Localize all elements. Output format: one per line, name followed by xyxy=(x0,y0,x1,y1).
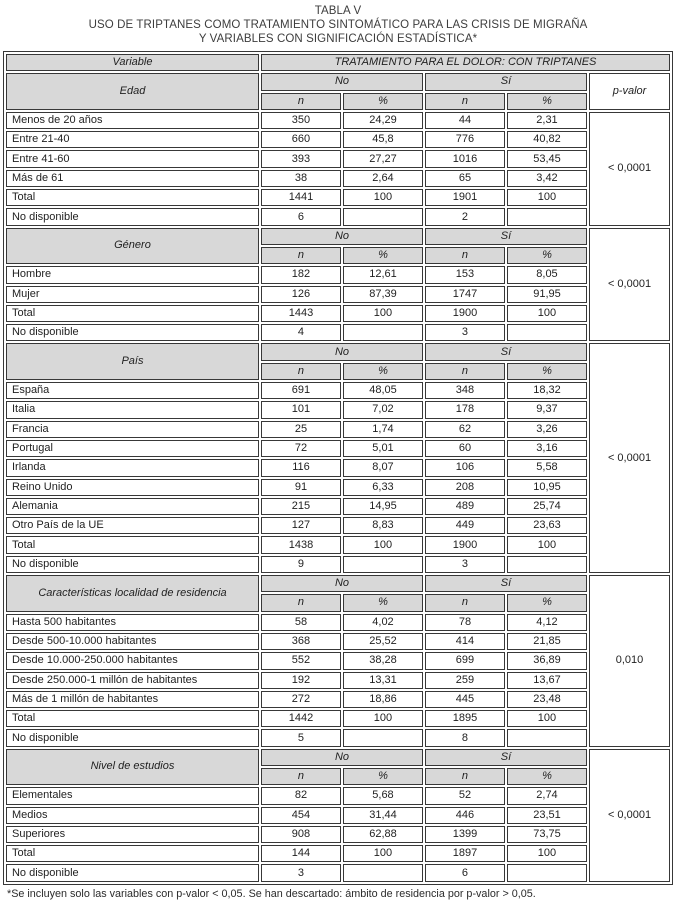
value-cell: 40,82 xyxy=(507,131,587,148)
row-label-cell: Alemania xyxy=(6,498,259,515)
data-row xyxy=(6,691,670,708)
value-cell xyxy=(343,324,423,341)
value-cell: 126 xyxy=(261,286,341,303)
data-row xyxy=(6,614,670,631)
row-label-cell: No disponible xyxy=(6,864,259,881)
col-header-n: n xyxy=(425,363,505,380)
value-cell: 106 xyxy=(425,459,505,476)
value-cell xyxy=(507,729,587,746)
value-cell: 9,37 xyxy=(507,401,587,418)
row-label-cell: Desde 500-10.000 habitantes xyxy=(6,633,259,650)
value-cell xyxy=(507,864,587,881)
variable-header-cell: Variable xyxy=(6,54,259,71)
data-row xyxy=(6,421,670,438)
value-cell: 100 xyxy=(507,189,587,206)
row-label-cell: Francia xyxy=(6,421,259,438)
value-cell: 5,01 xyxy=(343,440,423,457)
value-cell: 1901 xyxy=(425,189,505,206)
col-header-si: Sí xyxy=(425,575,587,592)
value-cell: 1900 xyxy=(425,305,505,322)
data-row xyxy=(6,382,670,399)
value-cell: 13,67 xyxy=(507,672,587,689)
treatment-header-cell: TRATAMIENTO PARA EL DOLOR: CON TRIPTANES xyxy=(261,54,670,71)
value-cell: 3,26 xyxy=(507,421,587,438)
value-cell: 87,39 xyxy=(343,286,423,303)
value-cell: 23,63 xyxy=(507,517,587,534)
col-header-n: n xyxy=(261,768,341,785)
value-cell: 100 xyxy=(343,305,423,322)
col-header-pct: % xyxy=(343,93,423,110)
col-header-si: Sí xyxy=(425,73,587,90)
pvalue-cell: < 0,0001 xyxy=(589,749,670,882)
value-cell: 3,42 xyxy=(507,170,587,187)
value-cell: 368 xyxy=(261,633,341,650)
value-cell: 4,02 xyxy=(343,614,423,631)
value-cell: 1016 xyxy=(425,150,505,167)
col-header-n: n xyxy=(261,93,341,110)
row-label-cell: Total xyxy=(6,305,259,322)
value-cell: 12,61 xyxy=(343,266,423,283)
row-label-cell: Italia xyxy=(6,401,259,418)
data-row xyxy=(6,864,670,881)
value-cell: 10,95 xyxy=(507,479,587,496)
value-cell: 82 xyxy=(261,787,341,804)
value-cell xyxy=(343,729,423,746)
section-title-cell: País xyxy=(6,343,259,380)
value-cell: 348 xyxy=(425,382,505,399)
row-label-cell: Irlanda xyxy=(6,459,259,476)
col-header-n: n xyxy=(425,93,505,110)
table-title-number: TABLA V xyxy=(314,5,362,17)
value-cell: 908 xyxy=(261,826,341,843)
data-row xyxy=(6,845,670,862)
value-cell: 23,51 xyxy=(507,807,587,824)
value-cell: 24,29 xyxy=(343,112,423,129)
row-label-cell: Total xyxy=(6,845,259,862)
value-cell xyxy=(507,556,587,573)
value-cell: 1747 xyxy=(425,286,505,303)
data-row xyxy=(6,633,670,650)
row-label-cell: No disponible xyxy=(6,208,259,225)
col-header-pct: % xyxy=(507,363,587,380)
data-row xyxy=(6,131,670,148)
value-cell: 776 xyxy=(425,131,505,148)
section-title-cell: Género xyxy=(6,228,259,265)
value-cell: 1442 xyxy=(261,710,341,727)
col-header-pct: % xyxy=(343,768,423,785)
col-header-n: n xyxy=(261,363,341,380)
value-cell: 21,85 xyxy=(507,633,587,650)
col-header-n: n xyxy=(425,594,505,611)
value-cell: 215 xyxy=(261,498,341,515)
value-cell: 1,74 xyxy=(343,421,423,438)
section-header-row xyxy=(6,749,670,766)
value-cell: 691 xyxy=(261,382,341,399)
row-label-cell: Desde 10.000-250.000 habitantes xyxy=(6,652,259,669)
col-header-n: n xyxy=(425,768,505,785)
value-cell: 1443 xyxy=(261,305,341,322)
pvalue-cell: 0,010 xyxy=(589,575,670,747)
value-cell: 178 xyxy=(425,401,505,418)
value-cell: 5,68 xyxy=(343,787,423,804)
value-cell: 48,05 xyxy=(343,382,423,399)
row-label-cell: Total xyxy=(6,189,259,206)
value-cell: 445 xyxy=(425,691,505,708)
value-cell: 100 xyxy=(507,845,587,862)
table-body xyxy=(6,54,670,882)
data-row xyxy=(6,807,670,824)
value-cell: 1895 xyxy=(425,710,505,727)
value-cell: 38,28 xyxy=(343,652,423,669)
value-cell: 91,95 xyxy=(507,286,587,303)
table-title-line2: USO DE TRIPTANES COMO TRATAMIENTO SINTOMÁTICO PARA LAS CRISIS DE MIGRAÑA xyxy=(88,19,588,31)
col-header-no: No xyxy=(261,575,423,592)
value-cell: 100 xyxy=(343,710,423,727)
row-label-cell: Entre 41-60 xyxy=(6,150,259,167)
value-cell: 414 xyxy=(425,633,505,650)
row-label-cell: Medios xyxy=(6,807,259,824)
data-row xyxy=(6,324,670,341)
data-row xyxy=(6,189,670,206)
col-header-si: Sí xyxy=(425,228,587,245)
value-cell: 27,27 xyxy=(343,150,423,167)
row-label-cell: Desde 250.000-1 millón de habitantes xyxy=(6,672,259,689)
row-label-cell: No disponible xyxy=(6,556,259,573)
value-cell: 3,16 xyxy=(507,440,587,457)
value-cell: 272 xyxy=(261,691,341,708)
value-cell: 62 xyxy=(425,421,505,438)
row-label-cell: Elementales xyxy=(6,787,259,804)
pvalue-cell: < 0,0001 xyxy=(589,343,670,573)
value-cell: 65 xyxy=(425,170,505,187)
value-cell: 100 xyxy=(343,189,423,206)
data-row xyxy=(6,729,670,746)
value-cell: 100 xyxy=(507,710,587,727)
value-cell: 6,33 xyxy=(343,479,423,496)
col-header-pct: % xyxy=(343,594,423,611)
data-row xyxy=(6,536,670,553)
data-row xyxy=(6,459,670,476)
value-cell: 13,31 xyxy=(343,672,423,689)
table-title-line3: Y VARIABLES CON SIGNIFICACIÓN ESTADÍSTICA* xyxy=(198,33,478,45)
section-header-row xyxy=(6,73,670,90)
row-label-cell: Total xyxy=(6,710,259,727)
col-header-pct: % xyxy=(343,247,423,264)
row-label-cell: Total xyxy=(6,536,259,553)
value-cell: 699 xyxy=(425,652,505,669)
value-cell: 78 xyxy=(425,614,505,631)
value-cell: 9 xyxy=(261,556,341,573)
col-header-pct: % xyxy=(507,594,587,611)
value-cell: 660 xyxy=(261,131,341,148)
value-cell: 45,8 xyxy=(343,131,423,148)
value-cell: 44 xyxy=(425,112,505,129)
pvalue-cell: < 0,0001 xyxy=(589,228,670,342)
data-row xyxy=(6,305,670,322)
data-row xyxy=(6,498,670,515)
row-label-cell: Menos de 20 años xyxy=(6,112,259,129)
value-cell: 127 xyxy=(261,517,341,534)
pvalue-cell: < 0,0001 xyxy=(589,112,670,226)
value-cell: 446 xyxy=(425,807,505,824)
value-cell xyxy=(507,324,587,341)
row-label-cell: Otro País de la UE xyxy=(6,517,259,534)
col-header-no: No xyxy=(261,228,423,245)
table-footnote: *Se incluyen solo las variables con p-valor < 0,05. Se han descartado: ámbito de residencia por p-valor > 0,05. xyxy=(7,887,536,900)
value-cell: 25,52 xyxy=(343,633,423,650)
col-header-no: No xyxy=(261,73,423,90)
value-cell: 489 xyxy=(425,498,505,515)
row-label-cell: Más de 1 millón de habitantes xyxy=(6,691,259,708)
value-cell: 73,75 xyxy=(507,826,587,843)
data-row xyxy=(6,517,670,534)
value-cell: 1897 xyxy=(425,845,505,862)
section-title-cell: Nivel de estudios xyxy=(6,749,259,786)
value-cell: 1900 xyxy=(425,536,505,553)
value-cell: 6 xyxy=(425,864,505,881)
col-header-n: n xyxy=(261,247,341,264)
data-row xyxy=(6,170,670,187)
row-label-cell: No disponible xyxy=(6,729,259,746)
row-label-cell: No disponible xyxy=(6,324,259,341)
value-cell: 552 xyxy=(261,652,341,669)
value-cell: 23,48 xyxy=(507,691,587,708)
value-cell: 5 xyxy=(261,729,341,746)
data-row xyxy=(6,672,670,689)
value-cell: 192 xyxy=(261,672,341,689)
section-title-cell: Características localidad de residencia xyxy=(6,575,259,612)
section-title-cell: Edad xyxy=(6,73,259,110)
col-header-pct: % xyxy=(507,768,587,785)
data-row xyxy=(6,112,670,129)
value-cell: 72 xyxy=(261,440,341,457)
value-cell: 3 xyxy=(425,556,505,573)
col-header-no: No xyxy=(261,749,423,766)
value-cell: 116 xyxy=(261,459,341,476)
row-label-cell: Reino Unido xyxy=(6,479,259,496)
value-cell: 2 xyxy=(425,208,505,225)
value-cell: 18,86 xyxy=(343,691,423,708)
value-cell: 36,89 xyxy=(507,652,587,669)
col-header-si: Sí xyxy=(425,343,587,360)
value-cell: 393 xyxy=(261,150,341,167)
value-cell: 58 xyxy=(261,614,341,631)
value-cell: 4 xyxy=(261,324,341,341)
value-cell: 8,83 xyxy=(343,517,423,534)
value-cell: 60 xyxy=(425,440,505,457)
value-cell xyxy=(343,208,423,225)
value-cell: 38 xyxy=(261,170,341,187)
section-header-row xyxy=(6,228,670,245)
value-cell: 8 xyxy=(425,729,505,746)
results-table xyxy=(3,51,673,885)
data-row xyxy=(6,787,670,804)
data-row xyxy=(6,652,670,669)
value-cell: 5,58 xyxy=(507,459,587,476)
value-cell xyxy=(343,864,423,881)
section-header-row xyxy=(6,343,670,360)
value-cell: 4,12 xyxy=(507,614,587,631)
data-row xyxy=(6,208,670,225)
data-row xyxy=(6,826,670,843)
value-cell: 100 xyxy=(507,305,587,322)
value-cell: 1441 xyxy=(261,189,341,206)
col-header-si: Sí xyxy=(425,749,587,766)
value-cell: 14,95 xyxy=(343,498,423,515)
value-cell: 208 xyxy=(425,479,505,496)
col-header-n: n xyxy=(425,247,505,264)
value-cell: 1438 xyxy=(261,536,341,553)
value-cell: 3 xyxy=(425,324,505,341)
row-label-cell: Hasta 500 habitantes xyxy=(6,614,259,631)
pvalue-header-cell: p-valor xyxy=(589,73,670,110)
value-cell: 2,64 xyxy=(343,170,423,187)
col-header-n: n xyxy=(261,594,341,611)
value-cell: 144 xyxy=(261,845,341,862)
value-cell: 153 xyxy=(425,266,505,283)
value-cell: 100 xyxy=(507,536,587,553)
data-row xyxy=(6,479,670,496)
value-cell: 449 xyxy=(425,517,505,534)
value-cell: 62,88 xyxy=(343,826,423,843)
value-cell: 18,32 xyxy=(507,382,587,399)
value-cell: 3 xyxy=(261,864,341,881)
value-cell: 53,45 xyxy=(507,150,587,167)
section-header-row xyxy=(6,575,670,592)
value-cell: 350 xyxy=(261,112,341,129)
value-cell: 2,74 xyxy=(507,787,587,804)
row-label-cell: Entre 21-40 xyxy=(6,131,259,148)
data-row xyxy=(6,556,670,573)
value-cell xyxy=(343,556,423,573)
row-label-cell: Hombre xyxy=(6,266,259,283)
top-header-row xyxy=(6,54,670,71)
data-row xyxy=(6,286,670,303)
row-label-cell: Más de 61 xyxy=(6,170,259,187)
data-row xyxy=(6,401,670,418)
col-header-pct: % xyxy=(343,363,423,380)
value-cell: 100 xyxy=(343,845,423,862)
data-row xyxy=(6,266,670,283)
value-cell: 7,02 xyxy=(343,401,423,418)
value-cell: 8,05 xyxy=(507,266,587,283)
value-cell: 6 xyxy=(261,208,341,225)
value-cell: 182 xyxy=(261,266,341,283)
value-cell: 52 xyxy=(425,787,505,804)
row-label-cell: España xyxy=(6,382,259,399)
value-cell: 100 xyxy=(343,536,423,553)
value-cell: 91 xyxy=(261,479,341,496)
value-cell: 25,74 xyxy=(507,498,587,515)
value-cell: 25 xyxy=(261,421,341,438)
data-row xyxy=(6,150,670,167)
value-cell: 1399 xyxy=(425,826,505,843)
row-label-cell: Superiores xyxy=(6,826,259,843)
data-row xyxy=(6,710,670,727)
value-cell xyxy=(507,208,587,225)
col-header-pct: % xyxy=(507,247,587,264)
value-cell: 31,44 xyxy=(343,807,423,824)
col-header-no: No xyxy=(261,343,423,360)
value-cell: 8,07 xyxy=(343,459,423,476)
value-cell: 101 xyxy=(261,401,341,418)
table-title xyxy=(0,0,676,51)
value-cell: 2,31 xyxy=(507,112,587,129)
row-label-cell: Mujer xyxy=(6,286,259,303)
data-row xyxy=(6,440,670,457)
col-header-pct: % xyxy=(507,93,587,110)
row-label-cell: Portugal xyxy=(6,440,259,457)
value-cell: 259 xyxy=(425,672,505,689)
value-cell: 454 xyxy=(261,807,341,824)
